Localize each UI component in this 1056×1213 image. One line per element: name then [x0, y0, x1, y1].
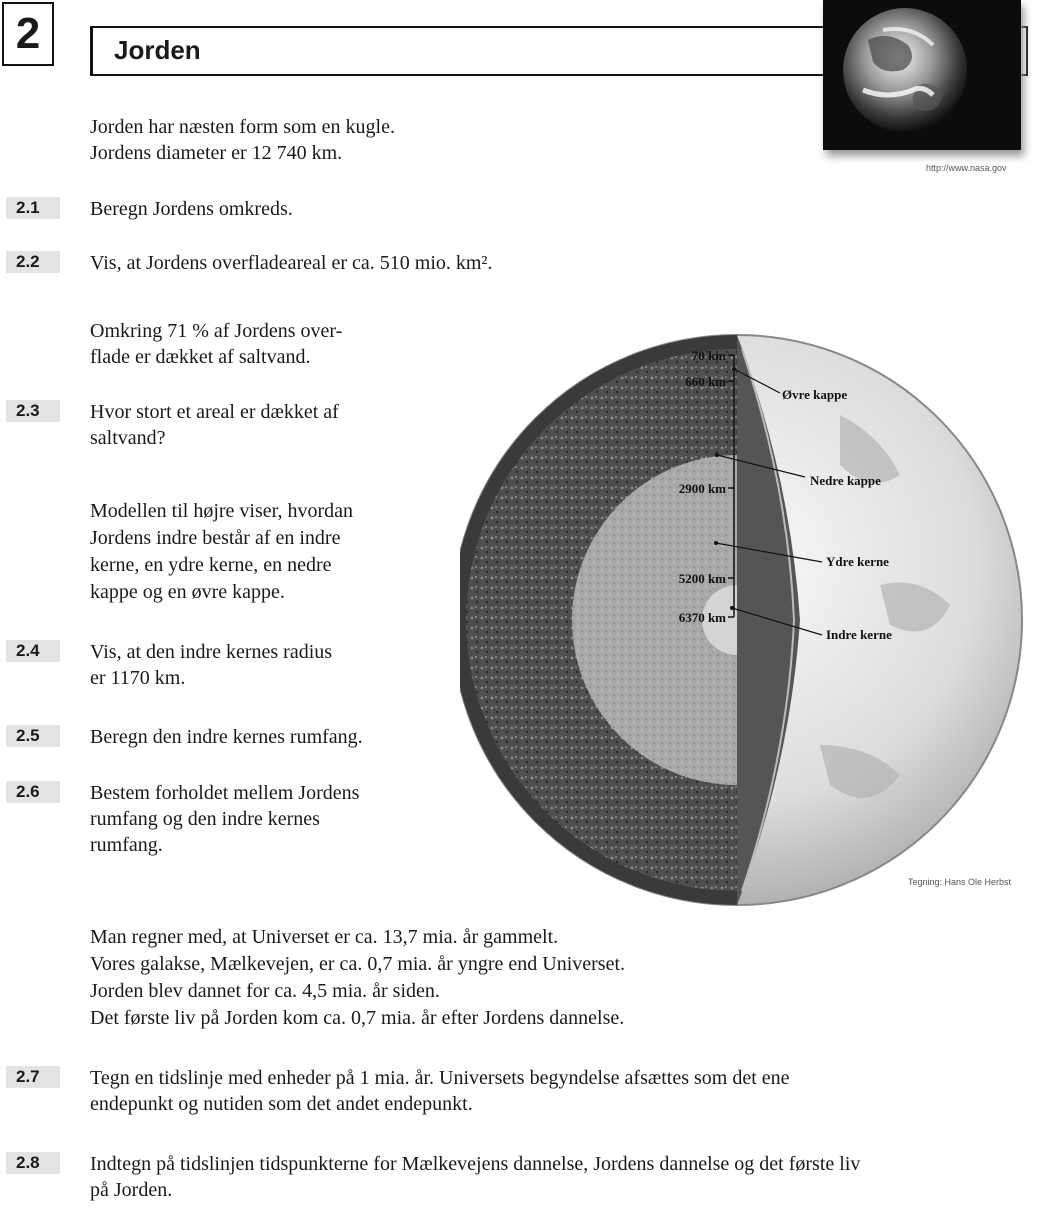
depth-label: 70 km: [691, 348, 726, 363]
task-text: Hvor stort et areal er dækket af: [90, 401, 339, 423]
task-text: er 1170 km.: [90, 667, 186, 689]
model-line: Modellen til højre viser, hvordan: [90, 500, 354, 522]
saltwater-line: flade er dækket af saltvand.: [90, 346, 311, 368]
universe-line: Man regner med, at Universet er ca. 13,7 mia. år gammelt.: [90, 926, 559, 948]
layer-label: Indre kerne: [826, 627, 892, 642]
task-text: rumfang og den indre kernes: [90, 808, 320, 830]
task-text: Tegn en tidslinje med enheder på 1 mia. år. Universets begyndelse afsættes som det ene: [90, 1067, 790, 1089]
task-number: 2.4: [6, 640, 60, 662]
task-text: saltvand?: [90, 427, 166, 449]
universe-line: Det første liv på Jorden kom ca. 0,7 mia. år efter Jordens dannelse.: [90, 1007, 625, 1029]
drawing-credit: Tegning: Hans Ole Herbst: [908, 877, 1012, 887]
task-text: Vis, at den indre kernes radius: [90, 641, 333, 663]
task-number: 2.7: [6, 1066, 60, 1088]
intro-line: Jorden har næsten form som en kugle.: [90, 116, 395, 138]
photo-credit: http://www.nasa.gov: [926, 163, 1007, 173]
saltwater-line: Omkring 71 % af Jordens over-: [90, 320, 343, 342]
depth-label: 660 km: [685, 374, 726, 389]
depth-label: 2900 km: [678, 481, 726, 496]
universe-line: Jorden blev dannet for ca. 4,5 mia. år siden.: [90, 980, 440, 1002]
task-text: endepunkt og nutiden som det andet endepunkt.: [90, 1093, 473, 1115]
layer-label: Ydre kerne: [826, 554, 889, 569]
task-number: 2.1: [6, 197, 60, 219]
earth-interior-diagram: [460, 325, 1040, 910]
chapter-title: Jorden: [114, 35, 201, 65]
layer-label: Nedre kappe: [810, 473, 881, 488]
task-text: Beregn den indre kernes rumfang.: [90, 726, 363, 748]
intro-line: Jordens diameter er 12 740 km.: [90, 142, 343, 164]
earth-photo: [823, 0, 1021, 150]
task-number: 2.6: [6, 781, 60, 803]
model-line: Jordens indre består af en indre: [90, 527, 341, 549]
task-number: 2.8: [6, 1152, 60, 1174]
task-text: Beregn Jordens omkreds.: [90, 198, 293, 220]
model-line: kappe og en øvre kappe.: [90, 581, 285, 603]
task-text: på Jorden.: [90, 1179, 173, 1201]
depth-label: 6370 km: [678, 610, 726, 625]
earth-globe-icon: [823, 0, 1021, 150]
chapter-number: 2: [2, 2, 54, 66]
task-text: rumfang.: [90, 834, 163, 856]
task-text: Indtegn på tidslinjen tidspunkterne for Mælkevejens dannelse, Jordens dannelse og det første liv: [90, 1153, 861, 1175]
layer-label: Øvre kappe: [782, 387, 848, 402]
task-text: Bestem forholdet mellem Jordens: [90, 782, 360, 804]
depth-label: 5200 km: [678, 571, 726, 586]
task-number: 2.3: [6, 400, 60, 422]
task-number: 2.5: [6, 725, 60, 747]
model-line: kerne, en ydre kerne, en nedre: [90, 554, 332, 576]
task-text: Vis, at Jordens overfladeareal er ca. 510 mio. km².: [90, 252, 493, 274]
task-number: 2.2: [6, 251, 60, 273]
universe-line: Vores galakse, Mælkevejen, er ca. 0,7 mia. år yngre end Universet.: [90, 953, 626, 975]
